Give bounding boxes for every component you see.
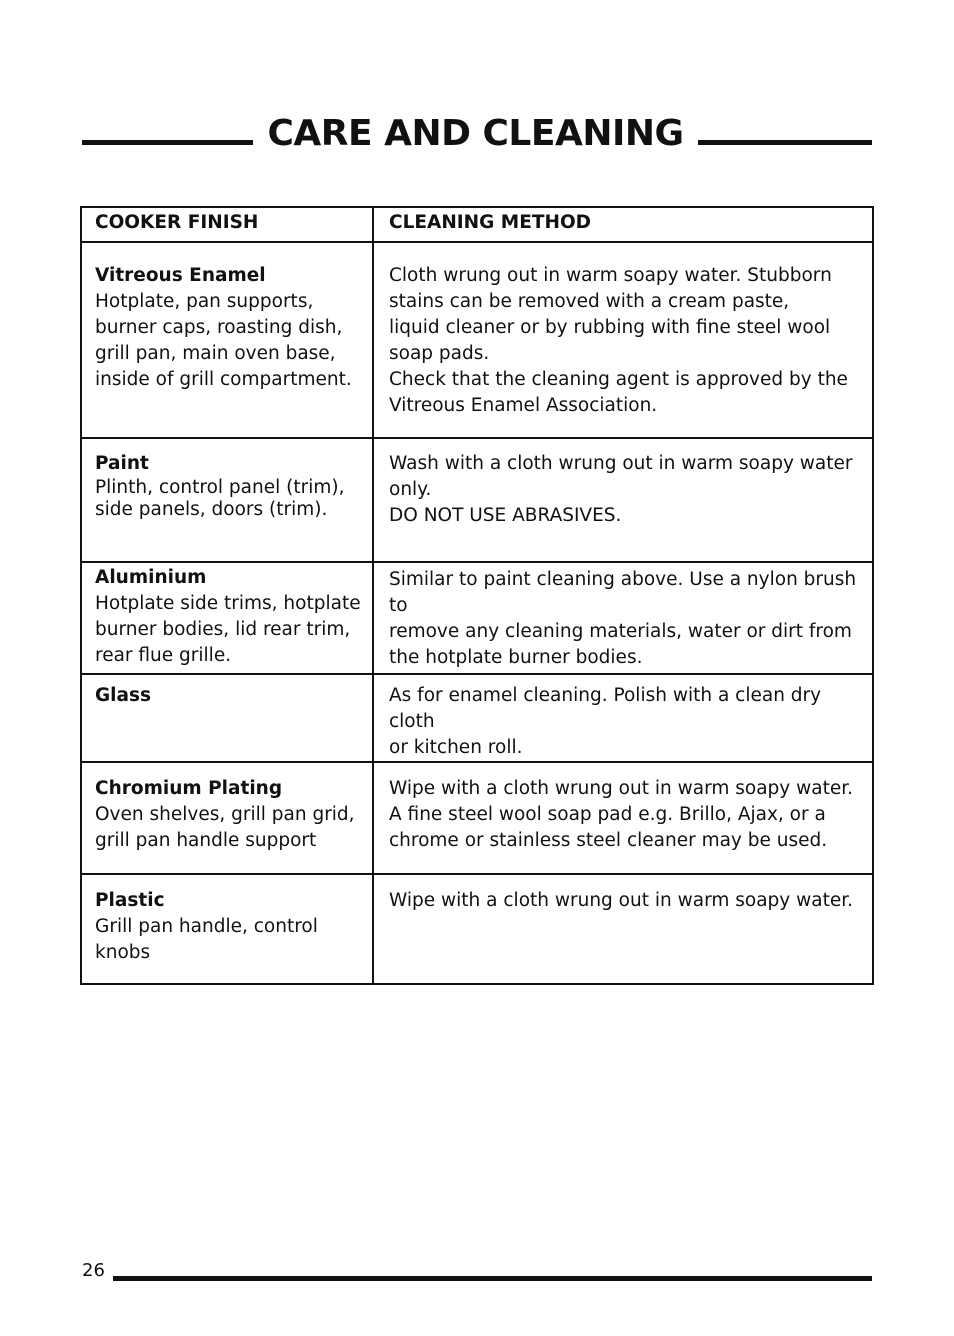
method-text: Wash with a cloth wrung out in warm soapy water only. DO NOT USE ABRASIVES. xyxy=(389,453,853,526)
header-cooker-finish: COOKER FINISH xyxy=(81,207,373,242)
care-table xyxy=(80,206,874,985)
finish-name: Aluminium xyxy=(95,567,207,588)
finish-name: Glass xyxy=(95,685,152,706)
header-cleaning-method: CLEANING METHOD xyxy=(373,207,873,242)
finish-items: Hotplate, pan supports, burner caps, roasting dish, grill pan, main oven base, inside of grill compartment. xyxy=(95,291,352,390)
footer-rule xyxy=(113,1276,872,1281)
method-cell xyxy=(373,438,873,562)
method-text: Wipe with a cloth wrung out in warm soapy water. A fine steel wool soap pad e.g. Brillo, Ajax, or a chrome or stainless steel cleaner may be used. xyxy=(389,778,854,851)
table-row xyxy=(81,874,873,984)
finish-cell xyxy=(81,762,373,874)
method-cell xyxy=(373,874,873,984)
page-title: CARE AND CLEANING xyxy=(267,113,684,154)
method-cell xyxy=(373,562,873,674)
method-text: Similar to paint cleaning above. Use a nylon brush to remove any cleaning materials, water or dirt from the hotplate burner bodies. xyxy=(389,569,857,668)
title-rule-right xyxy=(698,140,872,145)
table-row xyxy=(81,242,873,438)
table-row xyxy=(81,762,873,874)
finish-name: Chromium Plating xyxy=(95,778,283,799)
method-text: As for enamel cleaning. Polish with a clean dry cloth or kitchen roll. xyxy=(389,685,822,758)
page-number: 26 xyxy=(82,1260,105,1281)
table-row xyxy=(81,562,873,674)
finish-name: Plastic xyxy=(95,890,165,911)
finish-cell xyxy=(81,674,373,762)
finish-items: Hotplate side trims, hotplate burner bodies, lid rear trim, rear flue grille. xyxy=(95,593,361,666)
finish-items: Plinth, control panel (trim), side panels, doors (trim). xyxy=(95,477,345,520)
table-row xyxy=(81,438,873,562)
title-rule-left xyxy=(82,140,253,145)
finish-name: Vitreous Enamel xyxy=(95,265,266,286)
finish-cell xyxy=(81,438,373,562)
method-cell xyxy=(373,762,873,874)
method-text: Cloth wrung out in warm soapy water. Stubborn stains can be removed with a cream paste, liquid cleaner or by rubbing with fine steel wool soap pads. Check that the cleaning agent is approved by the Vitreous Enamel Association. xyxy=(389,265,848,416)
finish-items: Grill pan handle, control knobs xyxy=(95,916,318,963)
finish-cell xyxy=(81,562,373,674)
finish-cell xyxy=(81,874,373,984)
method-cell xyxy=(373,674,873,762)
finish-items: Oven shelves, grill pan grid, grill pan handle support xyxy=(95,804,355,851)
method-cell xyxy=(373,242,873,438)
method-text: Wipe with a cloth wrung out in warm soapy water. xyxy=(389,890,854,911)
table-row xyxy=(81,674,873,762)
finish-cell xyxy=(81,242,373,438)
table-header-row xyxy=(81,207,873,242)
finish-name: Paint xyxy=(95,453,149,474)
